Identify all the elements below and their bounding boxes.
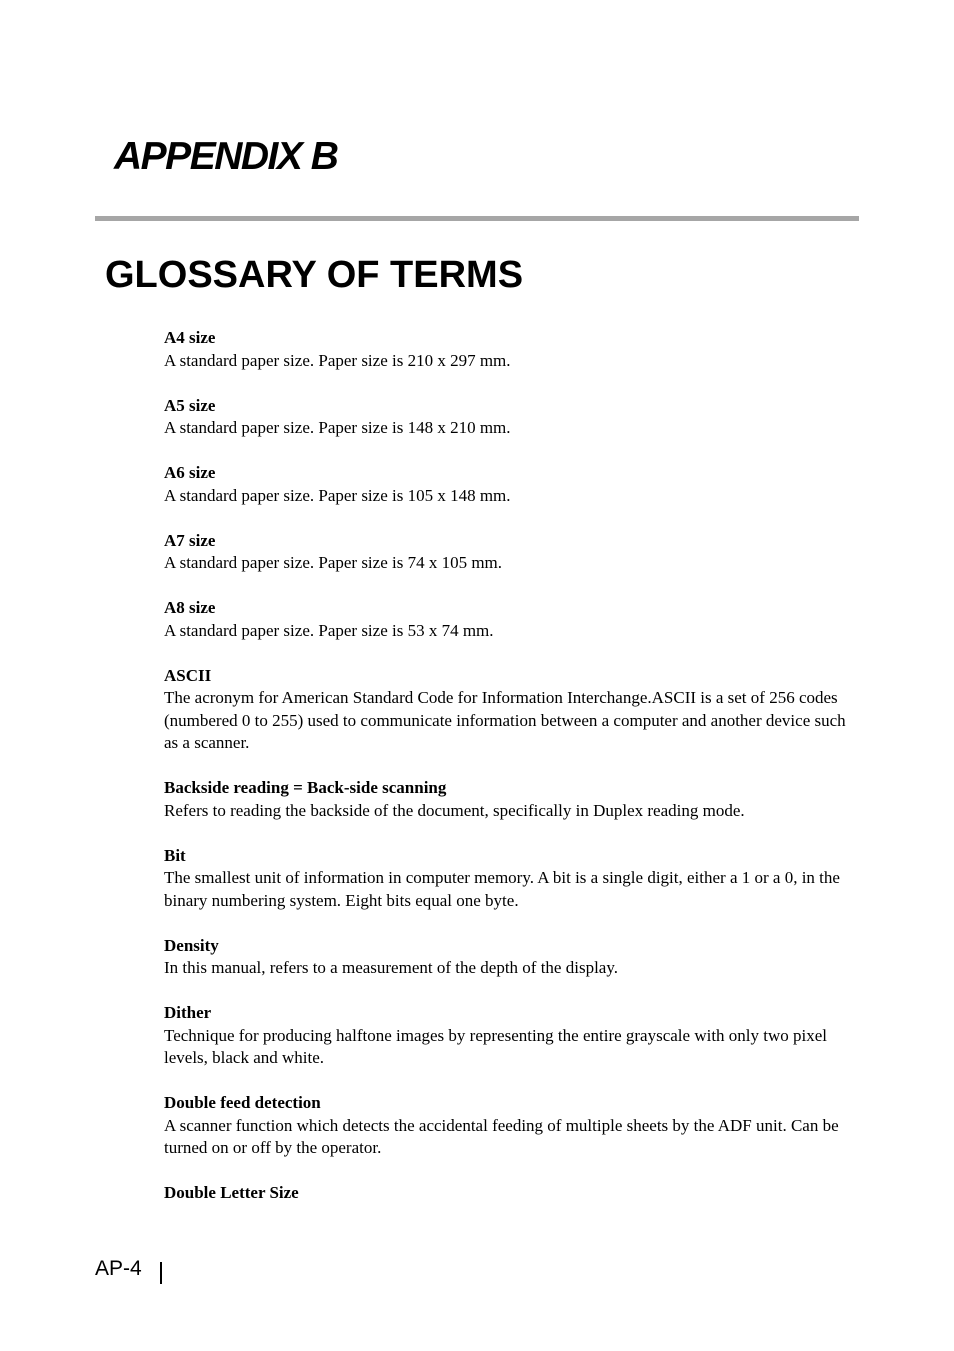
footer-divider: [160, 1262, 162, 1284]
glossary-definition: The acronym for American Standard Code for Information Interchange.ASCII is a set of 256 codes (numbered 0 to 255) used to communicate information between a computer and another device such as a scanner.: [164, 688, 846, 752]
glossary-term: Bit: [164, 845, 186, 865]
glossary-term: A8 size: [164, 598, 216, 617]
glossary-definition: In this manual, refers to a measurement of the depth of the display.: [164, 958, 618, 977]
glossary-entry: [164, 777, 864, 822]
glossary-entry: [164, 597, 864, 642]
glossary-definition: A standard paper size. Paper size is 148 x 210 mm.: [164, 418, 511, 437]
glossary-entry: [164, 1182, 864, 1205]
glossary-entry: [164, 530, 864, 575]
glossary-list: [164, 327, 864, 1227]
glossary-term: A5 size: [164, 395, 216, 415]
glossary-entry: [164, 665, 864, 755]
glossary-entry: [164, 1002, 864, 1070]
glossary-definition: Technique for producing halftone images by representing the entire grayscale with only two pixel levels, black and white.: [164, 1025, 828, 1067]
glossary-definition: The smallest unit of information in computer memory. A bit is a single digit, either a 1 or a 0, in the binary numbering system. Eight bits equal one byte.: [164, 868, 840, 910]
page-title: GLOSSARY OF TERMS: [105, 254, 524, 296]
glossary-term: A7 size: [164, 530, 216, 550]
glossary-definition: A standard paper size. Paper size is 74 x 105 mm.: [164, 553, 503, 572]
glossary-definition: A standard paper size. Paper size is 210 x 297 mm.: [164, 350, 511, 370]
header-rule: [95, 216, 859, 221]
glossary-entry: [164, 935, 864, 980]
page-number: AP-4: [95, 1257, 142, 1280]
glossary-term: Double Letter Size: [164, 1183, 299, 1202]
glossary-definition: Refers to reading the backside of the document, specifically in Duplex reading mode.: [164, 800, 745, 820]
glossary-entry: [164, 327, 864, 372]
glossary-entry: [164, 395, 864, 440]
appendix-title: APPENDIX B: [114, 135, 338, 178]
glossary-entry: [164, 1092, 864, 1160]
glossary-term: Double feed detection: [164, 1093, 321, 1112]
glossary-definition: A scanner function which detects the accidental feeding of multiple sheets by the ADF unit. Can be turned on or off by the operator.: [164, 1115, 839, 1157]
glossary-definition: A standard paper size. Paper size is 53 x 74 mm.: [164, 620, 494, 640]
glossary-term: A6 size: [164, 463, 216, 482]
glossary-entry: [164, 845, 864, 913]
glossary-entry: [164, 462, 864, 507]
glossary-term: Backside reading = Back-side scanning: [164, 778, 447, 797]
glossary-term: Dither: [164, 1003, 212, 1022]
glossary-term: ASCII: [164, 665, 212, 685]
glossary-definition: A standard paper size. Paper size is 105 x 148 mm.: [164, 485, 511, 505]
glossary-term: Density: [164, 935, 219, 955]
glossary-term: A4 size: [164, 328, 216, 347]
